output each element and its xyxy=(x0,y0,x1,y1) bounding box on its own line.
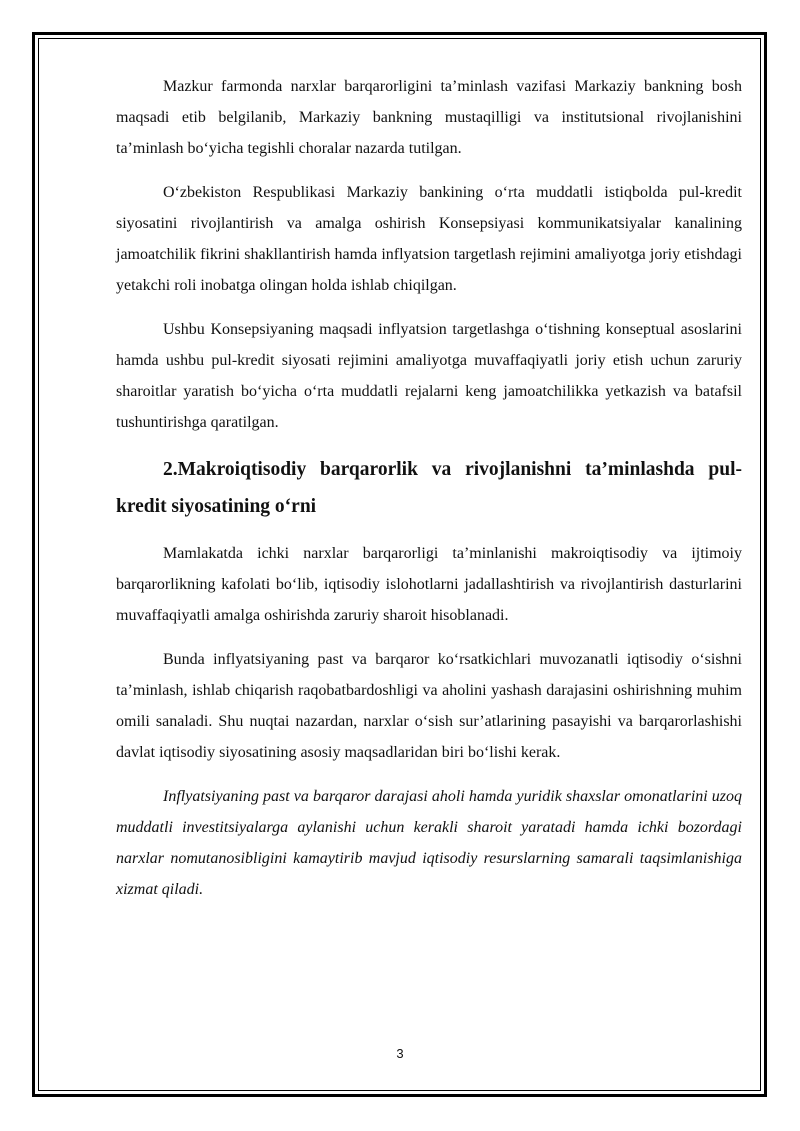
paragraph-2: O‘zbekiston Respublikasi Markaziy bankining o‘rta muddatli istiqbolda pul-kredit siyosatini rivojlantirish va amalga oshirish Konsepsiyasi kommunikatsiyalar kanalining jamoatchilik fikrini shakllantirish hamda inflyatsion targetlash rejimini amaliyotga joriy etishdagi yetakchi roli inobatga olingan holda ishlab chiqilgan. xyxy=(116,184,742,294)
paragraph-3: Ushbu Konsepsiyaning maqsadi inflyatsion targetlashga o‘tishning konseptual asoslarini hamda ushbu pul-kredit siyosati rejimini amaliyotga muvaffaqiyatli joriy etish uchun zaruriy sharoitlar yaratish bo‘yicha o‘rta muddatli rejalarni keng jamoatchilikka yetkazish va batafsil tushuntirishga qaratilgan. xyxy=(116,321,742,431)
document-body xyxy=(116,71,742,918)
paragraph-1: Mazkur farmonda narxlar barqarorligini ta’minlash vazifasi Markaziy bankning bosh maqsadi etib belgilanib, Markaziy bankning mustaqilligi va institutsional rivojlanishini ta’minlash bo‘yicha tegishli choralar nazarda tutilgan. xyxy=(116,78,742,157)
paragraph-5: Bunda inflyatsiyaning past va barqaror ko‘rsatkichlari muvozanatli iqtisodiy o‘sishni ta’minlash, ishlab chiqarish raqobatbardoshligi va aholini yashash darajasini oshirishning muhim omili sanaladi. Shu nuqtai nazardan, narxlar o‘sish sur’atlarining pasayishi va barqarorlashishi davlat iqtisodiy siyosatining asosiy maqsadlaridan biri bo‘lishi kerak. xyxy=(116,651,742,761)
paragraph-4: Mamlakatda ichki narxlar barqarorligi ta’minlanishi makroiqtisodiy va ijtimoiy barqarorlikning kafolati bo‘lib, iqtisodiy islohotlarni jadallashtirish va rivojlantirish dasturlarini muvaffaqiyatli amalga oshirishda zaruriy sharoit hisoblanadi. xyxy=(116,545,742,624)
italic-paragraph: Inflyatsiyaning past va barqaror darajasi aholi hamda yuridik shaxslar omonatlarini uzoq muddatli investitsiyalarga aylanishi uchun kerakli sharoit yaratadi hamda ichki bozordagi narxlar nomutanosibligini kamaytirib mavjud iqtisodiy resurslarning samarali taqsimlanishiga xizmat qiladi. xyxy=(116,788,742,898)
page-number: 3 xyxy=(396,1046,404,1061)
section-heading: 2.Makroiqtisodiy barqarorlik va rivojlanishni ta’minlashda pul-kredit siyosatining o‘rni xyxy=(116,459,742,517)
